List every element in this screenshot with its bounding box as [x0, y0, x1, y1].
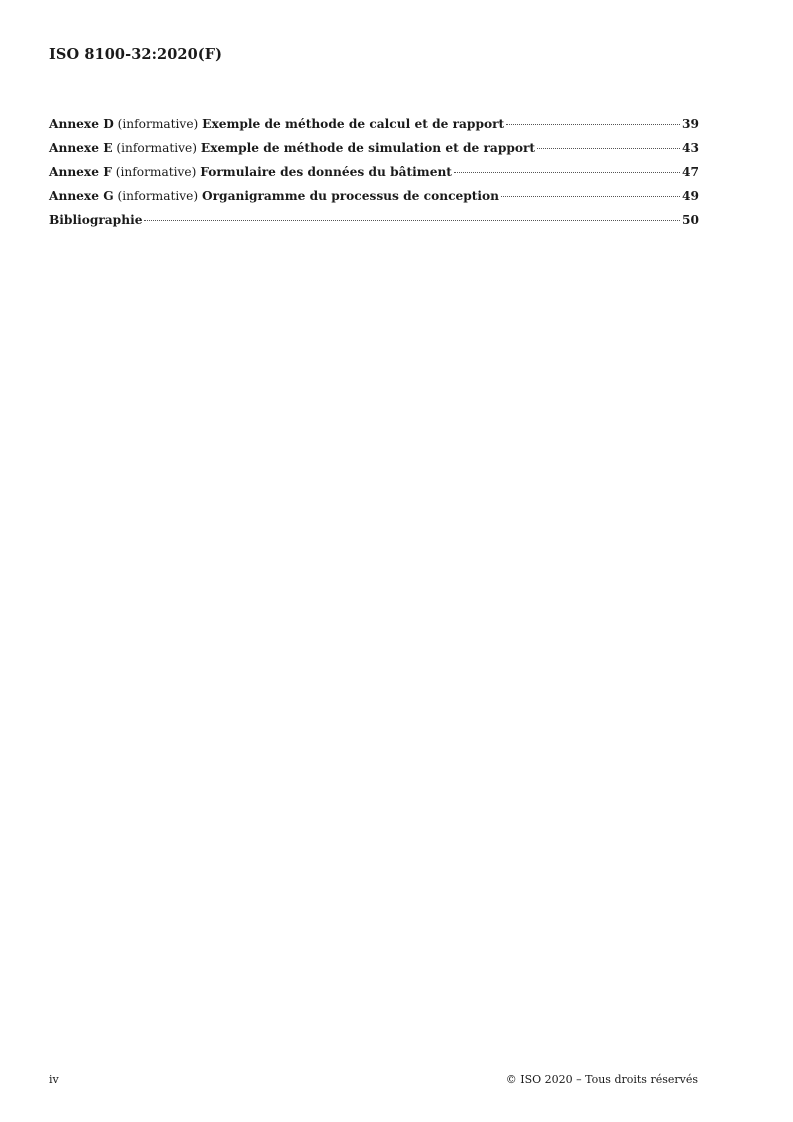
- toc-page-number: 39: [682, 117, 699, 131]
- toc-page-number: 50: [682, 213, 699, 227]
- document-header: ISO 8100-32:2020(F): [49, 46, 223, 63]
- toc-entry-text: [49, 184, 499, 208]
- toc-annex-label: Annexe F: [49, 165, 112, 179]
- toc-entry-title: Organigramme du processus de conception: [202, 189, 500, 203]
- toc-page-number: 43: [682, 141, 699, 155]
- footer-page-number: iv: [49, 1073, 59, 1086]
- toc-entry-title: Exemple de méthode de calcul et de rapport: [202, 117, 505, 131]
- toc-annex-category: (informative): [117, 117, 199, 131]
- toc-annex-category: (informative): [117, 189, 199, 203]
- toc-dot-leader: [454, 172, 680, 173]
- toc-dot-leader: [506, 124, 680, 125]
- toc-entry-annex-d[interactable]: [49, 112, 699, 136]
- toc-dot-leader: [501, 196, 680, 197]
- toc-annex-label: Annexe D: [49, 117, 114, 131]
- toc-entry-bibliographie[interactable]: [49, 208, 699, 232]
- toc-page-number: 49: [682, 189, 699, 203]
- toc-entry-annex-f[interactable]: [49, 160, 699, 184]
- toc-entry-annex-g[interactable]: [49, 184, 699, 208]
- toc-annex-category: (informative): [115, 165, 197, 179]
- toc-page-number: 47: [682, 165, 699, 179]
- toc-annex-label: Annexe G: [49, 189, 114, 203]
- toc-dot-leader: [144, 220, 680, 221]
- toc-entry-text: [49, 136, 535, 160]
- toc-entry-text: [49, 208, 142, 232]
- toc-annex-category: (informative): [116, 141, 198, 155]
- toc-entry-title: Formulaire des données du bâtiment: [200, 165, 452, 179]
- toc-entry-title: Bibliographie: [49, 213, 143, 227]
- toc-entry-title: Exemple de méthode de simulation et de rapport: [200, 141, 536, 155]
- toc-annex-label: Annexe E: [49, 141, 113, 155]
- toc-entry-text: [49, 160, 452, 184]
- footer-copyright: © ISO 2020 – Tous droits réservés: [505, 1073, 698, 1086]
- toc-entry-annex-e[interactable]: [49, 136, 699, 160]
- toc-dot-leader: [537, 148, 680, 149]
- toc-entry-text: [49, 112, 504, 136]
- table-of-contents: [49, 112, 699, 232]
